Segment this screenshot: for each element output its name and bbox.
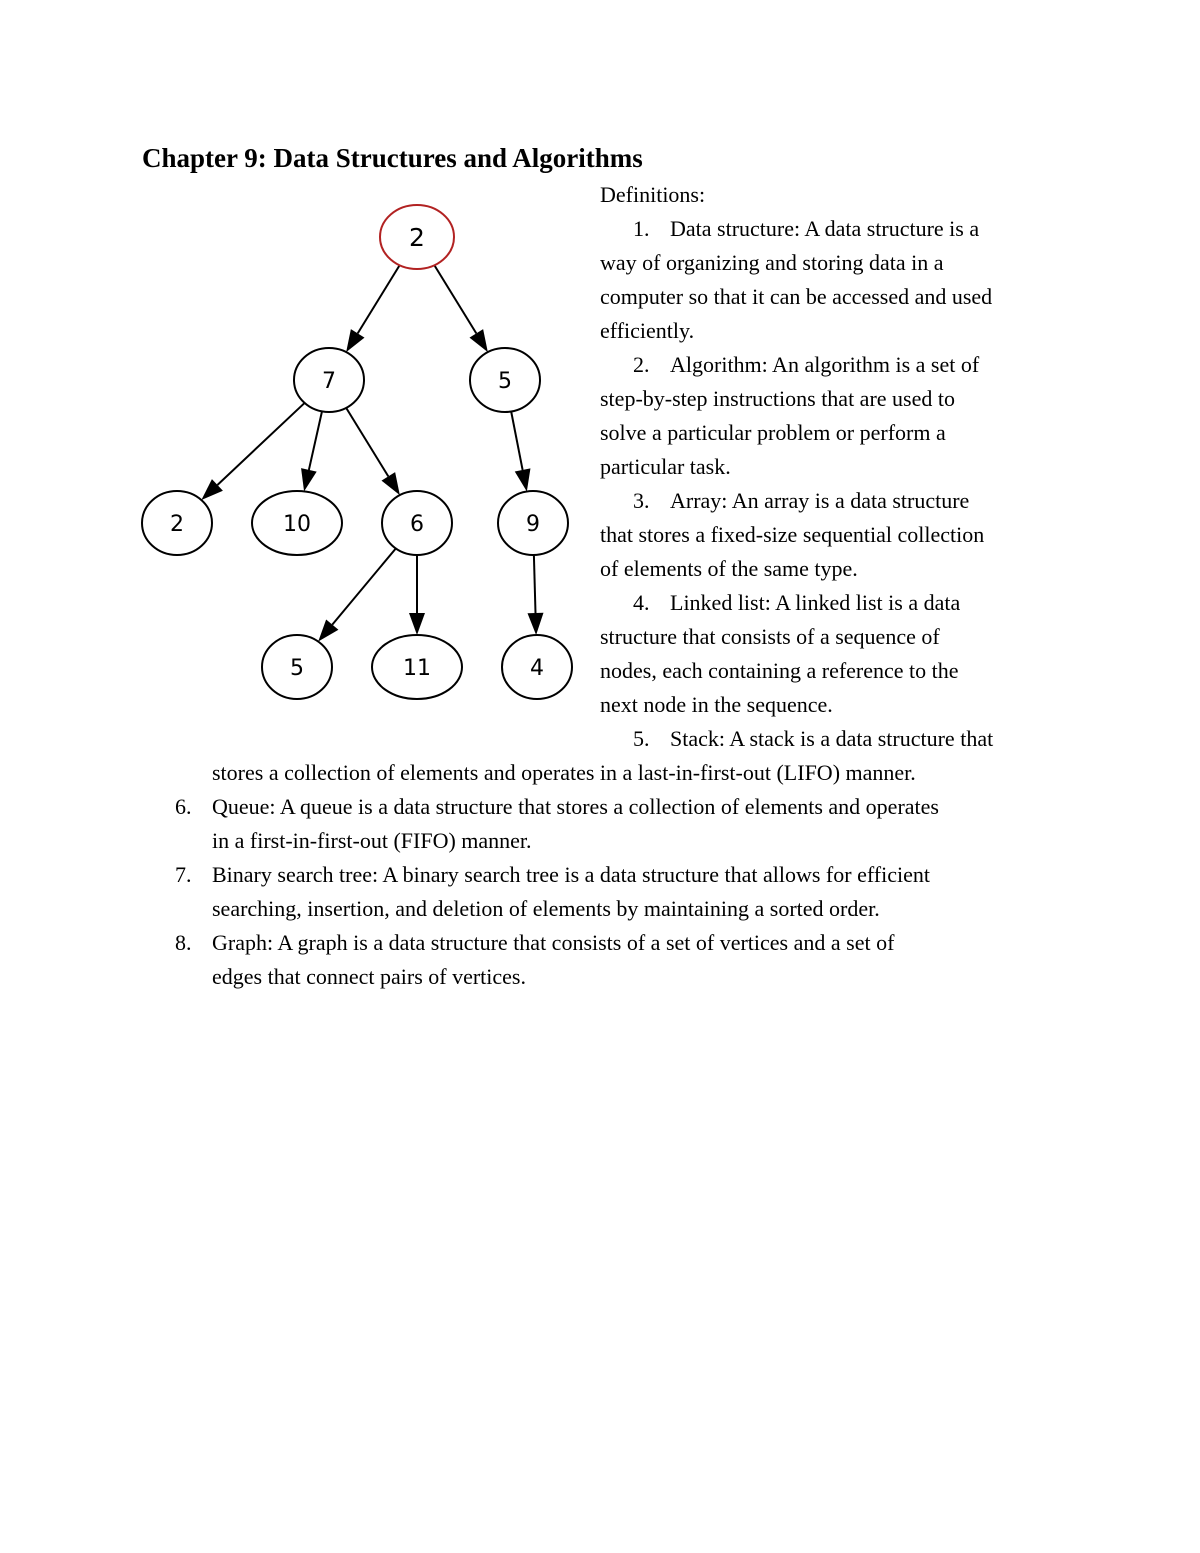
list-item-number: 2. — [633, 352, 650, 377]
tree-edge-arrowhead — [346, 329, 364, 352]
list-item-text-line: nodes, each containing a reference to the — [600, 658, 959, 683]
tree-node-label: 10 — [283, 512, 311, 537]
tree-node-label: 9 — [526, 512, 540, 537]
list-item-text-line: Linked list: A linked list is a data — [670, 590, 961, 615]
tree-node — [142, 491, 212, 555]
list-item-text-line: edges that connect pairs of vertices. — [212, 964, 526, 989]
tree-diagram — [130, 195, 580, 715]
list-item-number: 1. — [633, 216, 650, 241]
tree-node-label: 2 — [170, 512, 184, 537]
list-item-text-line: Queue: A queue is a data structure that stores a collection of elements and operates — [212, 794, 939, 819]
list-item-text-line: Data structure: A data structure is a — [670, 216, 980, 241]
list-item-text-line: Binary search tree: A binary search tree is a data structure that allows for efficient — [212, 862, 930, 887]
list-item-text-line: step-by-step instructions that are used to — [600, 386, 955, 411]
list-item-text-line: Algorithm: An algorithm is a set of — [670, 352, 980, 377]
tree-node — [294, 348, 364, 412]
tree-node — [262, 635, 332, 699]
list-item-text-line: particular task. — [600, 454, 731, 479]
list-item-text-line: way of organizing and storing data in a — [600, 250, 944, 275]
definitions-heading: Definitions: — [600, 182, 706, 207]
tree-node-label: 11 — [403, 656, 431, 681]
tree-edge-line — [309, 411, 322, 470]
list-item-number: 7. — [175, 862, 192, 887]
tree-edge-arrowhead — [381, 472, 399, 495]
tree-node — [498, 491, 568, 555]
tree-edge-arrowhead — [301, 468, 317, 491]
list-item-number: 4. — [633, 590, 650, 615]
tree-node — [252, 491, 342, 555]
tree-node — [470, 348, 540, 412]
tree-node-label: 7 — [322, 369, 336, 394]
list-item-text-line: Stack: A stack is a data structure that — [670, 726, 994, 751]
page-title: Chapter 9: Data Structures and Algorithms — [142, 143, 643, 173]
tree-node — [372, 635, 462, 699]
list-item-text-line: efficiently. — [600, 318, 695, 343]
tree-edge-line — [434, 265, 476, 333]
list-item-text-line: Array: An array is a data structure — [670, 488, 970, 513]
tree-edge-line — [332, 548, 395, 624]
tree-edge-arrowhead — [515, 468, 531, 491]
list-item-text-line: that stores a fixed-size sequential collection — [600, 522, 985, 547]
tree-edge-arrowhead — [318, 620, 338, 642]
list-item-number: 3. — [633, 488, 650, 513]
tree-edge-line — [346, 408, 388, 476]
list-item-text-line: in a first-in-first-out (FIFO) manner. — [212, 828, 532, 853]
tree-edge-arrowhead — [528, 613, 544, 635]
list-item-text-line: solve a particular problem or perform a — [600, 420, 946, 445]
tree-node-label: 4 — [530, 656, 544, 681]
list-item-number: 6. — [175, 794, 192, 819]
list-item-text-line: computer so that it can be accessed and used — [600, 284, 993, 309]
list-item-text-line: of elements of the same type. — [600, 556, 858, 581]
tree-node-label: 2 — [409, 223, 425, 252]
tree-root-node — [380, 205, 454, 269]
list-item-text-line: Graph: A graph is a data structure that consists of a set of vertices and a set of — [212, 930, 895, 955]
list-item-text-line: structure that consists of a sequence of — [600, 624, 940, 649]
list-item-number: 5. — [633, 726, 650, 751]
list-item-text-line: stores a collection of elements and operates in a last-in-first-out (LIFO) manner. — [212, 760, 916, 785]
tree-edge-line — [217, 403, 304, 485]
tree-edge-arrowhead — [409, 613, 425, 635]
tree-node-label: 6 — [410, 512, 424, 537]
list-item-text-line: searching, insertion, and deletion of elements by maintaining a sorted order. — [212, 896, 880, 921]
tree-node — [502, 635, 572, 699]
tree-edge-line — [534, 555, 536, 613]
tree-node-label: 5 — [498, 369, 512, 394]
tree-edge-line — [358, 265, 400, 333]
tree-edge-arrowhead — [469, 329, 487, 352]
list-item-text-line: next node in the sequence. — [600, 692, 833, 717]
tree-node-label: 5 — [290, 656, 304, 681]
tree-edge-line — [511, 411, 522, 469]
list-item-number: 8. — [175, 930, 192, 955]
tree-node — [382, 491, 452, 555]
